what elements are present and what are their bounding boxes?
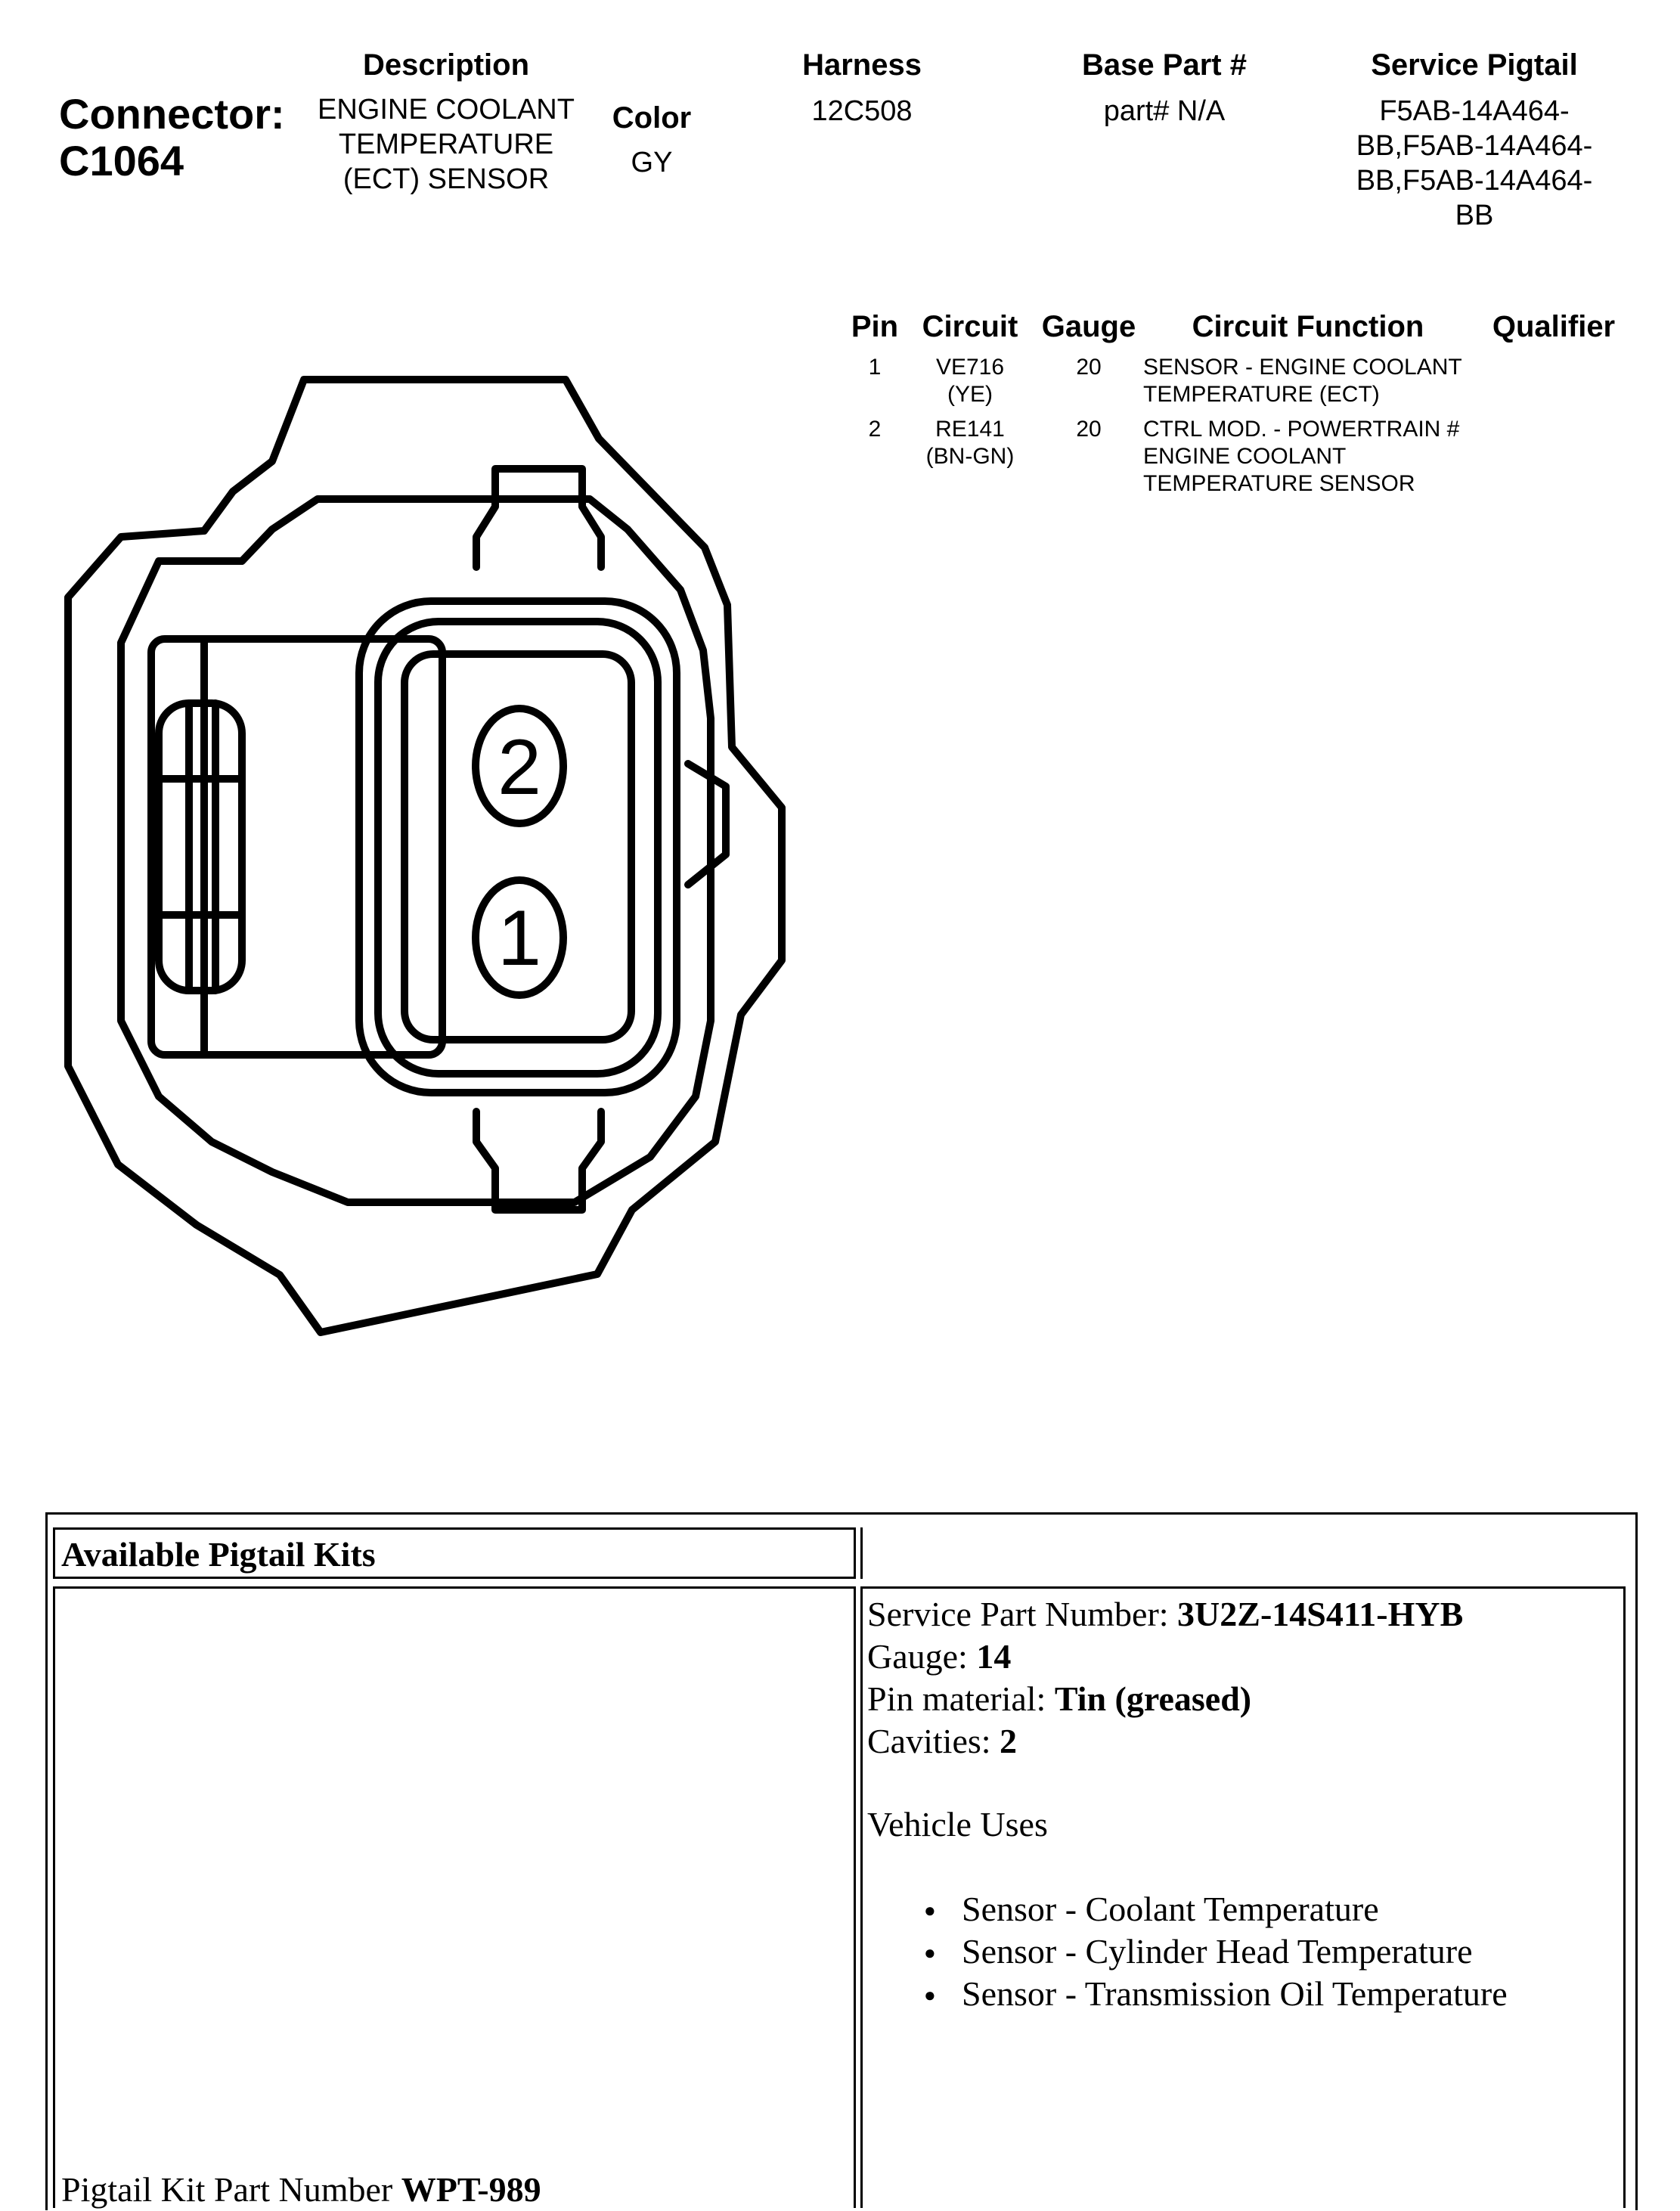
service-part-value: 3U2Z-14S411-HYB: [1177, 1595, 1464, 1633]
kit-gauge-label: Gauge:: [867, 1637, 977, 1676]
gauge-header: Gauge: [1041, 310, 1136, 343]
cavities-line: [867, 1720, 1619, 1763]
description-line: TEMPERATURE: [338, 129, 554, 160]
gauge-line: [867, 1636, 1619, 1678]
base-part-value: part# N/A: [1103, 95, 1226, 127]
function-line: TEMPERATURE (ECT): [1143, 382, 1380, 407]
service-pigtail-line: BB,F5AB-14A464-: [1356, 165, 1593, 197]
circuit-function-header: Circuit Function: [1192, 310, 1424, 343]
circuit-value: [913, 416, 1027, 470]
color-label: Color: [612, 101, 692, 135]
vehicle-uses-list: [867, 1888, 1619, 2015]
vehicle-use-item: ● Sensor - Transmission Oil Temperature: [962, 1973, 1619, 2015]
pin-number: 1: [868, 355, 882, 380]
vehicle-use-item: ● Sensor - Coolant Temperature: [962, 1888, 1619, 1930]
pigtail-kits-title-cell: [53, 1527, 856, 1579]
pin-header: Pin: [851, 310, 899, 343]
pigtail-kits-title-spacer: [860, 1527, 1626, 1579]
kit-part-value: WPT-989: [401, 2170, 541, 2209]
description-label: Description: [362, 48, 530, 82]
connector-id: C1064: [59, 137, 184, 185]
key-tab-bottom: [476, 1112, 601, 1210]
cavities-label: Cavities:: [867, 1722, 1000, 1760]
key-tab-top: [476, 469, 601, 567]
base-part-label: Base Part #: [1082, 48, 1247, 82]
qualifier-header: Qualifier: [1492, 310, 1616, 343]
circuit-color: (YE): [947, 382, 993, 407]
connector-label: Connector:: [59, 90, 285, 138]
cavity-middle: [378, 622, 658, 1074]
pin-material-label: Pin material:: [867, 1679, 1055, 1718]
harness-label: Harness: [802, 48, 922, 82]
circuit-value: [913, 354, 1027, 408]
service-pigtail-line: F5AB-14A464-: [1379, 95, 1570, 127]
circuit-function-value: [1143, 416, 1506, 498]
circuit-color: (BN-GN): [925, 444, 1015, 469]
service-pigtail-line: BB,F5AB-14A464-: [1356, 130, 1593, 162]
circuit-code: VE716: [935, 355, 1005, 380]
description-value: [287, 92, 605, 197]
pin-1-label: 1: [497, 895, 541, 982]
circuit-code: RE141: [935, 417, 1005, 442]
pigtail-kits-title: Available Pigtail Kits: [61, 1535, 376, 1574]
pin-material-line: [867, 1678, 1619, 1720]
kit-gauge-value: 14: [976, 1637, 1012, 1676]
harness-value: 12C508: [811, 95, 913, 127]
pigtail-kit-info-cell: [860, 1586, 1626, 2208]
function-line: TEMPERATURE SENSOR: [1143, 471, 1415, 496]
pigtail-kit-image-cell: [53, 1586, 856, 2208]
service-pigtail-line: BB: [1455, 200, 1494, 231]
vehicle-uses-label: Vehicle Uses: [867, 1805, 1048, 1844]
service-part-number-line: [867, 1593, 1619, 1636]
function-line: SENSOR - ENGINE COOLANT: [1143, 355, 1462, 380]
description-line: (ECT) SENSOR: [343, 163, 550, 195]
description-line: ENGINE COOLANT: [318, 94, 575, 126]
gauge-value: 20: [1076, 355, 1102, 380]
pin-material-value: Tin (greased): [1054, 1679, 1252, 1718]
service-pigtail-label: Service Pigtail: [1371, 48, 1578, 82]
connector-face-diagram: [60, 340, 801, 1369]
function-line: ENGINE COOLANT: [1143, 444, 1347, 469]
circuit-function-value: [1143, 354, 1506, 408]
pin-number: 2: [868, 417, 882, 442]
pin-2-label: 2: [497, 724, 541, 811]
pigtail-kit-part-number: [61, 2169, 541, 2211]
service-pigtail-value: [1331, 94, 1618, 233]
color-value: GY: [631, 147, 673, 178]
cavities-value: 2: [1000, 1722, 1018, 1760]
function-line: CTRL MOD. - POWERTRAIN #: [1143, 417, 1460, 442]
kit-part-label: Pigtail Kit Part Number: [61, 2170, 401, 2209]
service-part-label: Service Part Number:: [867, 1595, 1178, 1633]
vehicle-use-item: ● Sensor - Cylinder Head Temperature: [962, 1930, 1619, 1973]
gauge-value: 20: [1076, 417, 1102, 442]
circuit-header: Circuit: [922, 310, 1018, 343]
